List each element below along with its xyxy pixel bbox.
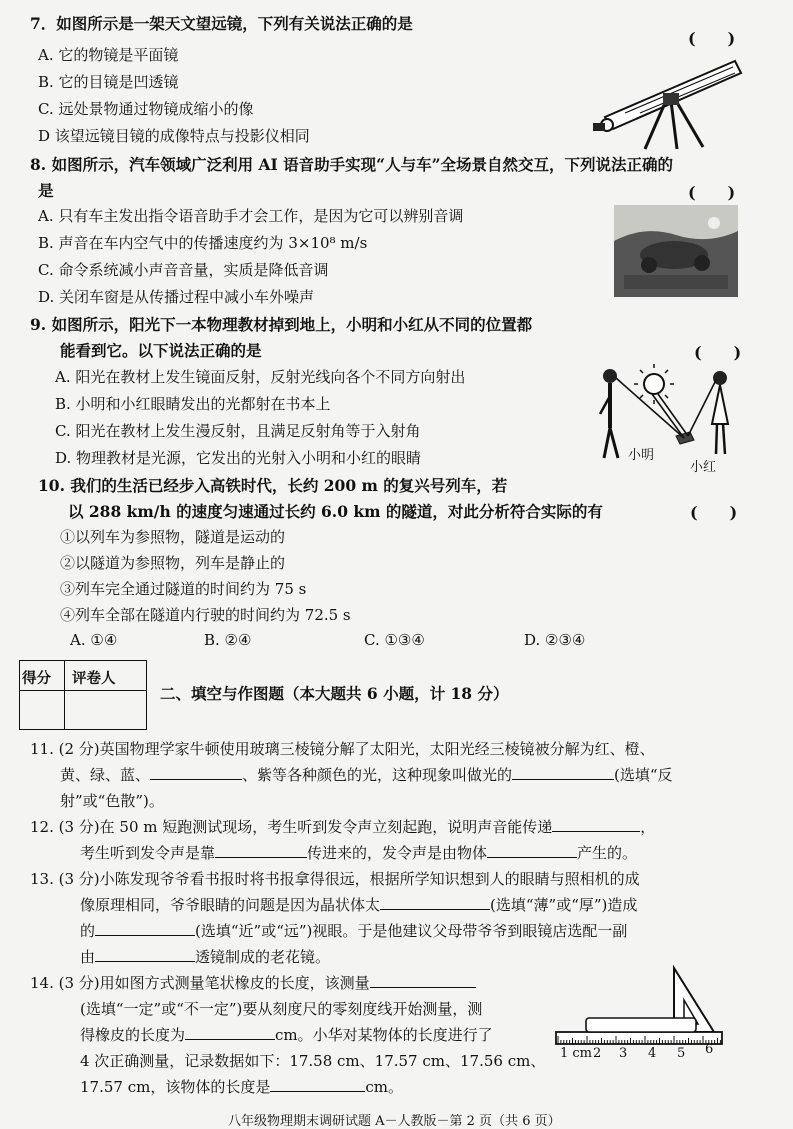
q9-answer-paren: ( ) [694, 343, 742, 362]
q13-line2-text-a: 像原理相同，爷爷眼睛的问题是因为晶状体太 [80, 896, 381, 914]
q12-blank-3[interactable] [487, 842, 577, 858]
q14-line2: (选填“一定”或“不一定”)要从刻度尺的零刻度线开始测量，测 [80, 1000, 483, 1018]
q14-line3-text-b: cm。小华对某物体的长度进行了 [275, 1026, 493, 1044]
q11-line2-text-b: 、紫等各种颜色的光，这种现象叫做光的 [242, 766, 513, 784]
q10-choice-c: C. ①③④ [364, 631, 425, 649]
label-xiaohong: 小红 [690, 460, 717, 475]
q13-blank-1[interactable] [380, 894, 490, 910]
q9-option-c: C. 阳光在教材上发生漫反射，且满足反射角等于入射角 [55, 422, 421, 440]
q9-stem-line2: 能看到它。以下说法正确的是 [60, 341, 262, 360]
q8-stem-line2: 是 [38, 181, 54, 200]
q14-line5-text-a: 17.57 cm，该物体的长度是 [80, 1078, 271, 1096]
q11-line2 [60, 764, 673, 785]
q14-line5 [80, 1076, 403, 1097]
q7-option-d: D 该望远镜目镜的成像特点与投影仪相同 [38, 127, 310, 145]
ruler-tick-2: 2 [593, 1046, 602, 1061]
q11-line3: 射”或“色散”)。 [60, 792, 164, 810]
q12-line1-comma: ， [640, 818, 656, 836]
q12-line1-text: 12. (3 分)在 50 m 短跑测试现场，考生听到发令声立刻起跑，说明声音能传递 [30, 818, 553, 836]
ruler-tick-4: 4 [648, 1046, 657, 1061]
q13-line4-text-b: 透镜制成的老花镜。 [195, 948, 331, 966]
q10-answer-paren: ( ) [690, 503, 738, 522]
q12-line2-text-b: 传进来的，发令声是由物体 [307, 844, 488, 862]
q14-line1 [30, 972, 476, 993]
ruler-tick-3: 3 [619, 1046, 628, 1061]
page-footer: 八年级物理期末调研试题 A－人教版－第 2 页（共 6 页） [228, 1114, 561, 1129]
q8-option-a: A. 只有车主发出指令语音助手才会工作，是因为它可以辨别音调 [38, 207, 464, 225]
q10-choice-d: D. ②③④ [524, 631, 586, 649]
q12-blank-2[interactable] [215, 842, 307, 858]
q9-option-d: D. 物理教材是光源，它发出的光射入小明和小红的眼睛 [55, 449, 422, 467]
q14-blank-3[interactable] [270, 1076, 365, 1092]
q13-line4 [80, 946, 330, 967]
q12-line2 [80, 842, 637, 863]
q14-line1-text: 14. (3 分)用如图方式测量笔状橡皮的长度，该测量 [30, 974, 370, 992]
q11-blank-2[interactable] [512, 764, 614, 780]
q10-statement-1: ①以列车为参照物，隧道是运动的 [60, 528, 286, 546]
q10-stem-line2: 以 288 km/h 的速度匀速通过长约 6.0 km 的隧道，对此分析符合实际的有 [68, 502, 603, 521]
q13-blank-2[interactable] [95, 920, 195, 936]
q14-line3-text-a: 得橡皮的长度为 [80, 1026, 186, 1044]
q10-stem-line1: 10. 我们的生活已经步入高铁时代，长约 200 m 的复兴号列车，若 [38, 476, 508, 495]
q8-option-d: D. 关闭车窗是从传播过程中减小车外噪声 [38, 288, 315, 306]
reflection-illustration [592, 362, 742, 474]
q13-line4-text-a: 由 [80, 948, 96, 966]
q12-blank-1[interactable] [552, 816, 640, 832]
q13-line3 [80, 920, 627, 941]
q10-choice-b: B. ②④ [204, 631, 252, 649]
car-voice-photo [614, 205, 738, 297]
telescope-illustration [585, 55, 750, 150]
q9-stem-line1: 9. 如图所示，阳光下一本物理教材掉到地上，小明和小红从不同的位置都 [30, 315, 533, 334]
q10-choice-a: A. ①④ [70, 631, 118, 649]
q9-option-b: B. 小明和小红眼睛发出的光都射在书本上 [55, 395, 331, 413]
q8-answer-paren: ( ) [688, 183, 736, 202]
q14-blank-2[interactable] [185, 1024, 275, 1040]
q14-line3 [80, 1024, 493, 1045]
q7-answer-paren: ( ) [688, 29, 736, 48]
q9-option-a: A. 阳光在教材上发生镜面反射，反射光线向各个不同方向射出 [55, 368, 466, 386]
q11-line2-text-a: 黄、绿、蓝、 [60, 766, 151, 784]
q14-line4: 4 次正确测量，记录数据如下：17.58 cm、17.57 cm、17.56 cm、 [80, 1052, 546, 1070]
score-table [19, 660, 147, 730]
q11-blank-1[interactable] [150, 764, 242, 780]
q10-statement-2: ②以隧道为参照物，列车是静止的 [60, 554, 286, 572]
q14-line5-text-b: cm。 [365, 1078, 403, 1096]
q13-line3-text-a: 的 [80, 922, 96, 940]
ruler-tick-6: 6 [705, 1042, 714, 1057]
q12-line2-text-c: 产生的。 [577, 844, 638, 862]
ruler-unit-label: 1 cm [560, 1046, 593, 1061]
grader-header: 评卷人 [72, 670, 116, 687]
q11-line1: 11. (2 分)英国物理学家牛顿使用玻璃三棱镜分解了太阳光，太阳光经三棱镜被分解为红、橙、 [30, 740, 655, 758]
q14-blank-1[interactable] [370, 972, 476, 988]
q13-blank-3[interactable] [95, 946, 195, 962]
q10-statement-4: ④列车全部在隧道内行驶的时间约为 72.5 s [60, 606, 351, 624]
ruler-tick-5: 5 [677, 1046, 686, 1061]
q13-line2-text-b: (选填“薄”或“厚”)造成 [490, 896, 638, 914]
q8-option-b: B. 声音在车内空气中的传播速度约为 3×10⁸ m/s [38, 234, 368, 252]
q10-statement-3: ③列车完全通过隧道的时间约为 75 s [60, 580, 307, 598]
q12-line1 [30, 816, 655, 837]
section2-title: 二、填空与作图题（本大题共 6 小题，计 18 分） [160, 684, 509, 703]
q13-line2 [80, 894, 637, 915]
q7-option-a: A. 它的物镜是平面镜 [38, 46, 179, 64]
q13-line1: 13. (3 分)小陈发现爷爷看书报时将书报拿得很远，根据所学知识想到人的眼睛与照相机的成 [30, 870, 640, 888]
q8-stem-line1: 8. 如图所示，汽车领域广泛利用 AI 语音助手实现“人与车”全场景自然交互，下列说法正确的 [30, 155, 673, 174]
q7-option-b: B. 它的目镜是凹透镜 [38, 73, 179, 91]
q7-option-c: C. 远处景物通过物镜成缩小的像 [38, 100, 254, 118]
score-header: 得分 [22, 670, 51, 687]
q7-stem: 7．如图所示是一架天文望远镜，下列有关说法正确的是 [30, 14, 413, 33]
q12-line2-text-a: 考生听到发令声是靠 [80, 844, 216, 862]
q11-line2-text-c: (选填“反 [614, 766, 673, 784]
q13-line3-text-b: (选填“近”或“远”)视眼。于是他建议父母带爷爷到眼镜店选配一副 [195, 922, 628, 940]
label-xiaoming: 小明 [628, 448, 655, 463]
q8-option-c: C. 命令系统减小声音音量，实质是降低音调 [38, 261, 329, 279]
